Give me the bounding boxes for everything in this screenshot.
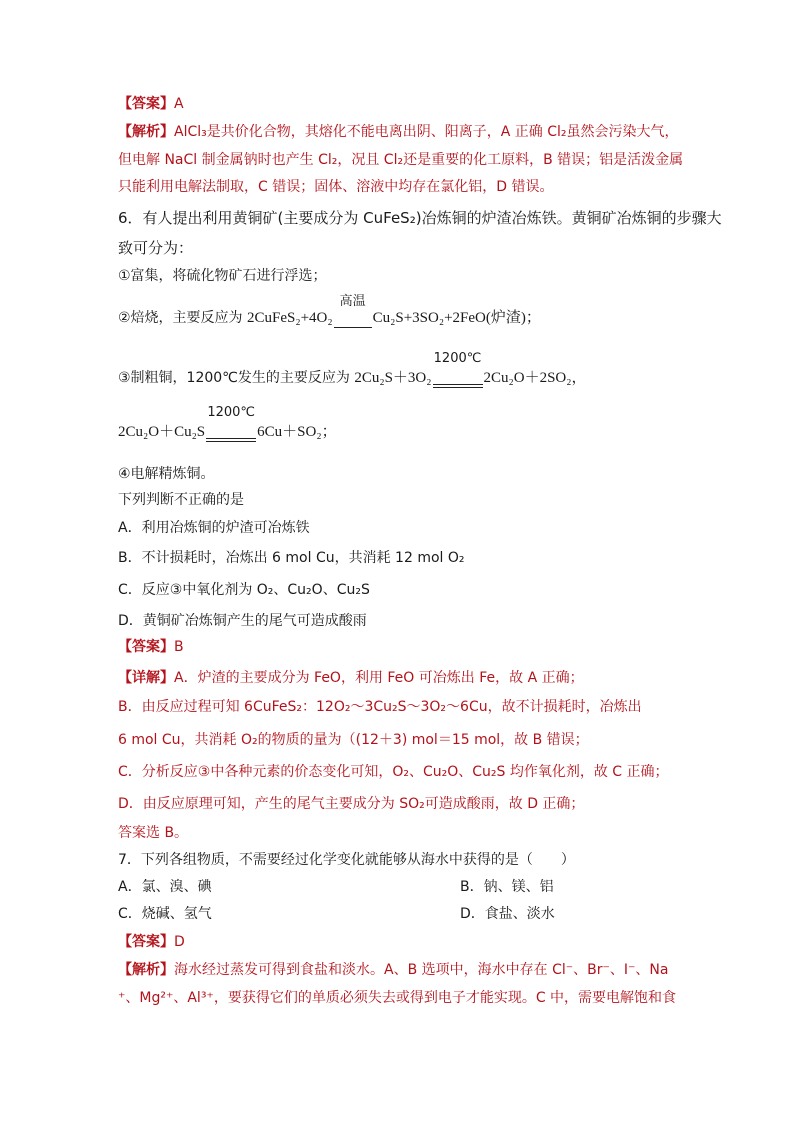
q7-option-c: C．烧碱、氢气 (118, 906, 212, 922)
condition-text: 1200℃ (433, 351, 482, 366)
detail-text: A．炉渣的主要成分为 FeO，利用 FeO 可冶炼出 Fe，故 A 正确； (174, 670, 584, 686)
q6-option-b: B．不计损耗时，冶炼出 6 mol Cu，共消耗 12 mol O₂ (118, 550, 465, 566)
q6-question: 下列判断不正确的是 (118, 492, 244, 508)
q6-step-1: ①富集，将硫化物矿石进行浮选； (118, 268, 327, 284)
answer-value: D (174, 934, 185, 950)
q6-step-3-eq-2 (118, 405, 337, 442)
q6-detail-c: C．分析反应③中各种元素的价态变化可知，O₂、Cu₂O、Cu₂S 均作氧化剂，故 C 正确； (118, 764, 669, 780)
q6-option-a: A．利用冶炼铜的炉渣可冶炼铁 (118, 520, 310, 536)
q7-option-b: B．钠、镁、铝 (460, 879, 554, 895)
answer-value: A (174, 96, 184, 112)
q7-analysis-line-1 (118, 960, 668, 980)
q7-analysis-line-2: ⁺、Mg²⁺、Al³⁺，要获得它们的单质必须失去或得到电子才能实现。C 中，需要电解饱和食 (118, 990, 677, 1006)
q5-analysis-line-1 (118, 122, 679, 142)
q6-detail-b-line-1: B．由反应过程可知 6CuFeS₂：12O₂～3Cu₂S～3O₂～6Cu，故不计损耗时，冶炼出 (118, 699, 642, 715)
answer-value: B (174, 639, 184, 655)
q7-option-d: D．食盐、淡水 (460, 906, 555, 922)
q6-option-d: D．黄铜矿冶炼铜产生的尾气可造成酸雨 (118, 613, 367, 629)
q5-analysis-line-2: 但电解 NaCl 制金属钠时也产生 Cl₂，况且 Cl₂还是重要的化工原料，B 错误；铝是活泼金属 (118, 152, 684, 168)
step-2-eq-left: 2CuFeS₂+4O₂ (247, 310, 333, 326)
q5-analysis-line-3: 只能利用电解法制取，C 错误；固体、溶液中均存在氯化铝，D 错误。 (118, 179, 554, 195)
q6-answer (118, 637, 184, 657)
q6-stem-line-1: 6．有人提出利用黄铜矿(主要成分为 CuFeS₂)冶炼铜的炉渣冶炼铁。黄铜矿冶炼铜的步骤大 (118, 209, 722, 227)
q6-conclusion: 答案选 B。 (118, 825, 189, 841)
q7-options-row-1 (118, 877, 554, 897)
q5-answer (118, 94, 184, 114)
detail-label: 【详解】 (118, 670, 174, 686)
step-3-eq-2-left: 2Cu₂O＋Cu₂S (118, 424, 206, 440)
q6-step-4: ④电解精炼铜。 (118, 466, 215, 482)
q7-stem: 7．下列各组物质，不需要经过化学变化就能够从海水中获得的是（ ） (118, 852, 575, 868)
answer-label: 【答案】 (118, 96, 174, 112)
step-2-prefix: ②焙烧，主要反应为 (118, 310, 248, 326)
step-2-eq-right: Cu₂S+3SO₂+2FeO(炉渣)； (372, 310, 541, 326)
q6-detail-d: D．由反应原理可知，产生的尾气主要成分为 SO₂可造成酸雨，故 D 正确； (118, 796, 585, 812)
analysis-text: 海水经过蒸发可得到食盐和淡水。A、B 选项中，海水中存在 Cl⁻、Br⁻、I⁻、Na (174, 962, 669, 978)
q6-stem-line-2: 致可分为： (118, 239, 194, 257)
condition-text: 1200℃ (207, 405, 255, 420)
reaction-condition (433, 351, 483, 388)
reaction-condition (334, 294, 372, 328)
q6-detail-a (118, 668, 584, 688)
reaction-condition (206, 405, 256, 442)
q6-detail-b-line-2: 6 mol Cu，共消耗 O₂的物质的量为（(12＋3) mol＝15 mol，故 B 错误； (118, 732, 589, 748)
step-3-prefix: ③制粗铜，1200℃发生的主要反应为 (118, 370, 355, 386)
condition-text: 高温 (339, 294, 366, 309)
analysis-label: 【解析】 (118, 124, 174, 140)
q7-answer (118, 932, 185, 952)
analysis-text: AlCl₃是共价化合物，其熔化不能电离出阴、阳离子，A 正确 Cl₂虽然会污染大气， (174, 124, 679, 140)
step-3-eq-1-right: 2Cu₂O＋2SO₂， (483, 370, 587, 386)
step-3-eq-1-left: 2Cu₂S＋3O₂ (354, 370, 432, 386)
q6-option-c: C．反应③中氧化剂为 O₂、Cu₂O、Cu₂S (118, 582, 370, 598)
answer-label: 【答案】 (118, 639, 174, 655)
analysis-label: 【解析】 (118, 962, 174, 978)
q7-options-row-2 (118, 904, 555, 924)
q6-step-3 (118, 351, 587, 388)
step-3-eq-2-right: 6Cu＋SO₂； (257, 424, 337, 440)
answer-label: 【答案】 (118, 934, 174, 950)
q7-option-a: A．氯、溴、碘 (118, 879, 212, 895)
q6-step-2 (118, 294, 541, 328)
